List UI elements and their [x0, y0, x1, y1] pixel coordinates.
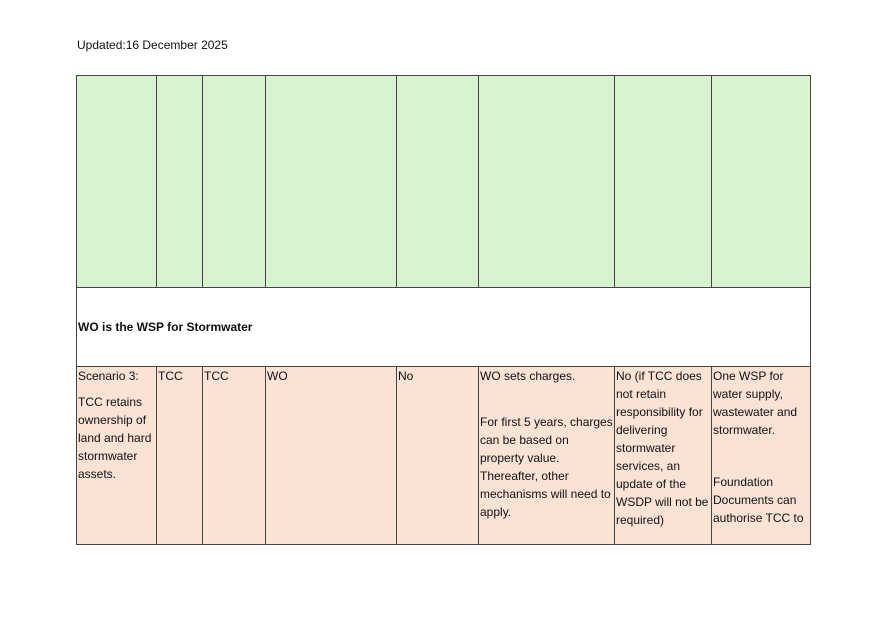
table-cell [203, 76, 266, 288]
charges-cell [479, 367, 615, 545]
table-cell [397, 76, 479, 288]
table-cell [157, 76, 203, 288]
scenario-label: Scenario 3: [78, 369, 139, 383]
charges-line2: For first 5 years, charges can be based on property value. Thereafter, other mechanisms will need to apply. [480, 415, 613, 519]
notes-line1: One WSP for water supply, wastewater and stormwater. [713, 369, 798, 437]
transfer-cell: No [397, 367, 479, 545]
charges-line1: WO sets charges. [480, 369, 576, 383]
table-cell [479, 76, 615, 288]
notes-cell [712, 367, 811, 545]
table-cell [712, 76, 811, 288]
notes-line2: Foundation Documents can authorise TCC to [713, 475, 804, 525]
wsdp-cell: No (if TCC does not retain responsibility for delivering stormwater services, an update of the WSDP will not be required) [615, 367, 712, 545]
section-heading: WO is the WSP for Stormwater [77, 288, 811, 367]
owner-cell: TCC [157, 367, 203, 545]
wsp-cell: WO [266, 367, 397, 545]
scenario-cell [77, 367, 157, 545]
table-row-header-green [77, 76, 811, 288]
scenario-description: TCC retains ownership of land and hard stormwater assets. [78, 395, 152, 481]
scenario-table [76, 75, 811, 545]
updated-date: Updated:16 December 2025 [77, 38, 228, 52]
table-cell [77, 76, 157, 288]
table-cell [266, 76, 397, 288]
table-row-scenario-3 [77, 367, 811, 545]
table-row-section-heading [77, 288, 811, 367]
operator-cell: TCC [203, 367, 266, 545]
table-cell [615, 76, 712, 288]
